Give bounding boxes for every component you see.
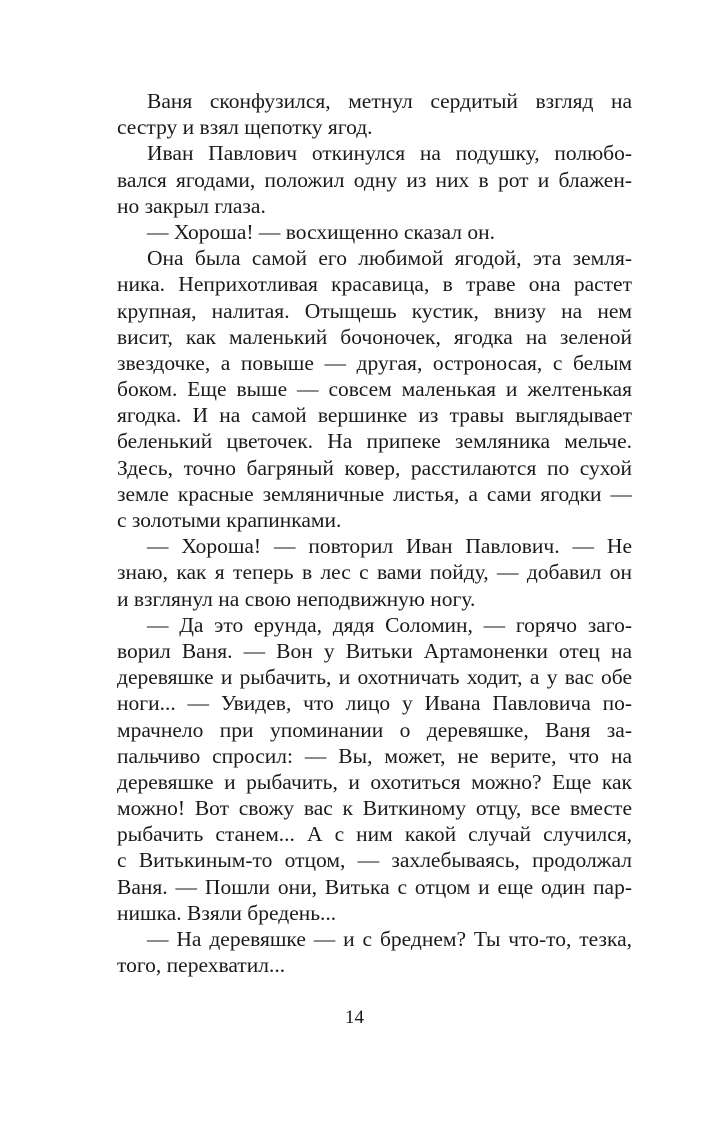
text-line: — На деревяшке — и с бреднем? Ты что-то, тезка, [147,927,632,951]
text-line: Ваня сконфузился, метнул сердитый взгляд на [147,89,632,113]
text-line: Она была самой его любимой ягодой, эта земля- [147,246,632,271]
text-line: ворил Ваня. — Вон у Витьки Артамоненки отец на [117,638,632,663]
paragraph-6 [117,612,632,926]
text-line: нишка. Взяли бредень... [117,900,337,925]
text-line: вался ягодами, положил одну из них в рот и блажен- [117,167,632,192]
text-line: крупная, налитая. Отыщешь кустик, внизу на нем [117,298,632,323]
text-line: Иван Павлович откинулся на подушку, полюбо- [147,141,632,166]
text-line: пальчиво спросил: — Вы, может, не верите, что на [117,743,632,768]
page-number: 14 [345,1007,364,1028]
text-line: сестру и взял щепотку ягод. [117,115,373,140]
text-line: ноги... — Увидев, что лицо у Ивана Павловича по- [117,691,632,716]
text-line: висит, как маленький бочоночек, ягодка на зеленой [117,324,632,349]
text-line: но закрыл глаза. [117,193,266,218]
paragraph-1 [117,88,632,140]
text-line: мрачнело при упоминании о деревяшке, Ваня за- [117,717,632,742]
text-line: Ваня. — Пошли они, Витька с отцом и еще один пар- [117,874,632,899]
text-line: с Витькиным-то отцом, — захлебываясь, продолжал [117,848,632,873]
text-line: земле красные земляничные листья, а сами ягодки — [117,481,632,506]
paragraph-4 [117,245,632,533]
text-line: беленький цветочек. На припеке земляника мельче. [117,429,632,454]
paragraph-2 [117,140,632,219]
text-line: с золотыми крапинками. [117,508,342,532]
paragraph-7 [117,926,632,978]
text-line: — Да это ерунда, дядя Соломин, — горячо заго- [147,612,632,637]
text-line: и взглянул на свою неподвижную ногу. [117,586,476,611]
text-line: Здесь, точно багряный ковер, расстилаются по сухой [117,455,632,480]
text-line: боком. Еще выше — совсем маленькая и желтенькая [117,377,632,402]
text-line: деревяшке и рыбачить, и охотничать ходит, а у вас обе [117,665,632,690]
text-line: того, перехватил... [117,953,286,978]
text-line: рыбачить станем... А с ним какой случай случился, [117,822,632,847]
page-body [117,88,632,978]
text-line: ягодка. И на самой вершинке из травы выглядывает [117,403,632,428]
text-line: — Хороша! — восхищенно сказал он. [147,219,496,244]
text-line: — Хороша! — повторил Иван Павлович. — Не [147,534,632,559]
text-line: можно! Вот свожу вас к Виткиному отцу, все вместе [117,796,632,821]
paragraph-5 [117,533,632,612]
text-line: знаю, как я теперь в лес с вами пойду, — добавил он [117,560,632,585]
text-line: ника. Неприхотливая красавица, в траве она растет [117,272,632,297]
paragraph-3 [117,219,632,245]
text-line: деревяшке и рыбачить, и охотиться можно? Еще как [117,769,632,794]
text-line: звездочке, а повыше — другая, остроносая, с белым [117,350,632,375]
